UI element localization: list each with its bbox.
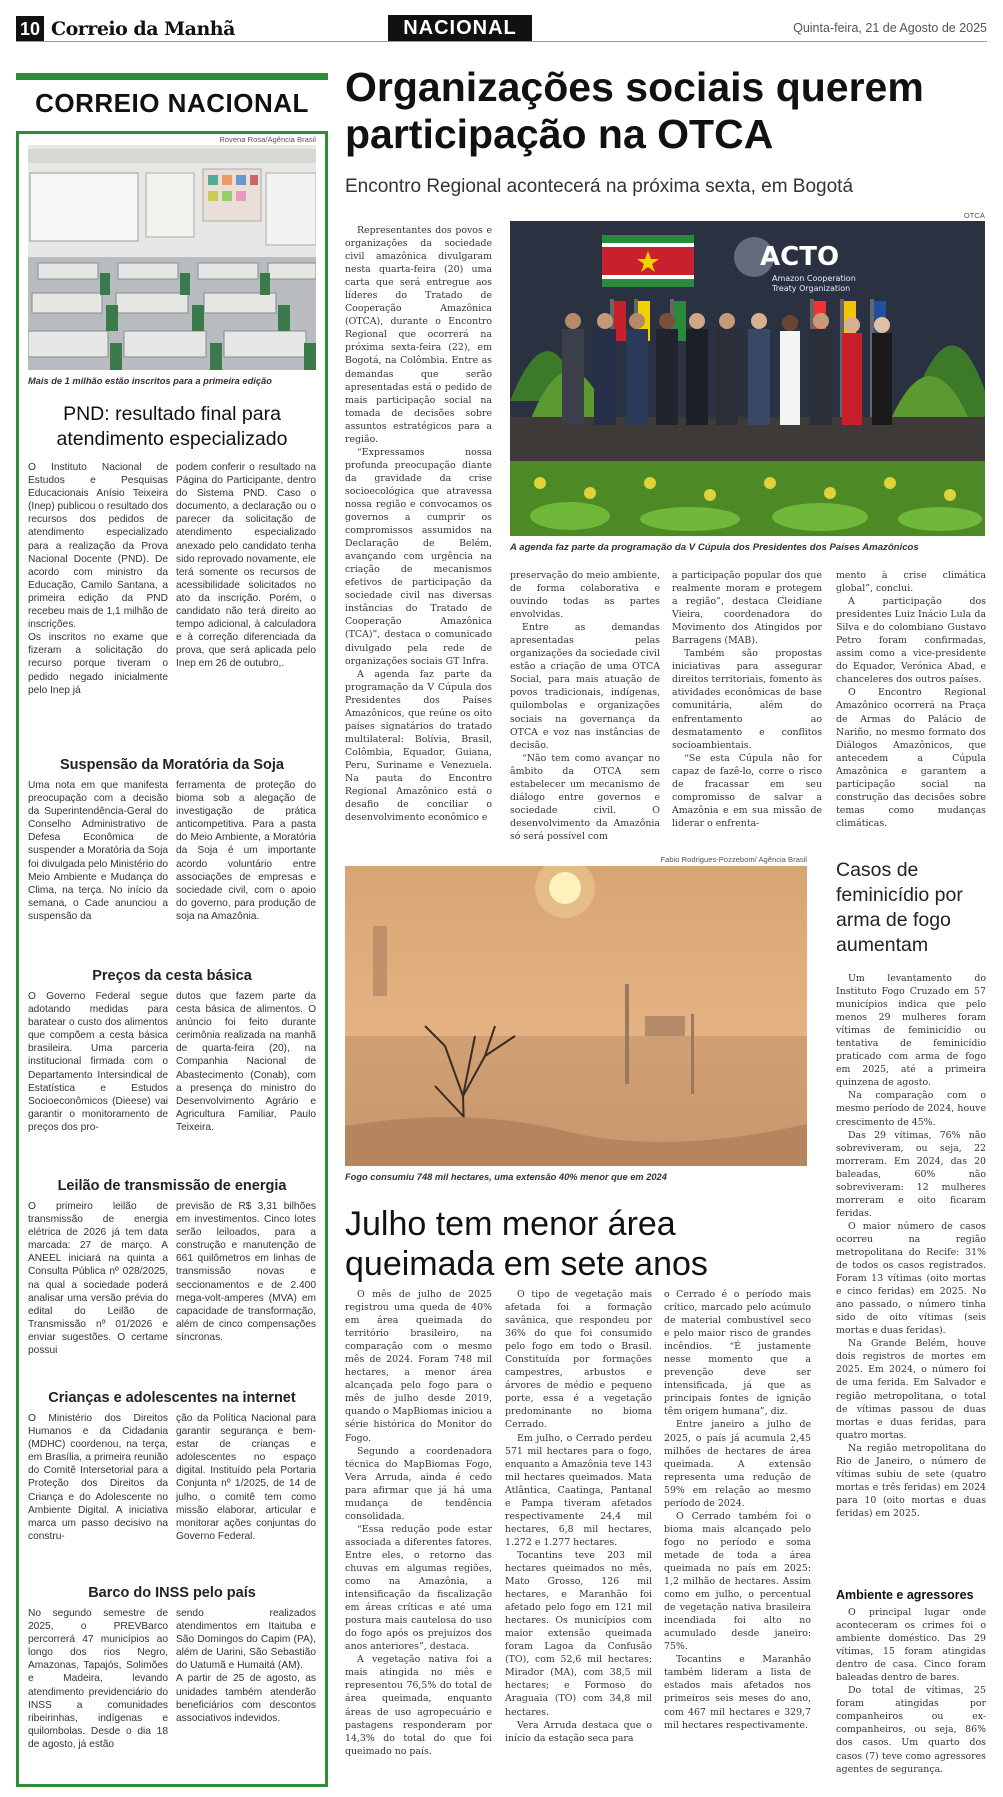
otca-paragraph: Representantes dos povos e organizações da sociedade civil amazônica divulgaram nesta quarta-feira (20) uma carta que será entregue aos líderes do Tratado de Cooperação Amazônica (OTCA), durante o Encontro Regional que ocorrerá na próxima sexta-feira (22), em Bogotá, na Colômbia. Entre as demandas que serão apresentadas está o pedido de mais participação social na tomada de decisões sobre assuntos estratégicos para a região. (345, 225, 492, 445)
fire-paragraph: Segundo a coordenadora técnica do MapBiomas Fogo, Vera Arruda, ainda é cedo para afirmar que já há uma mudança de tendência consolidada. (345, 1445, 492, 1522)
criancas-col1 (28, 1412, 168, 1543)
summit-photo (510, 221, 985, 536)
pnd-col2 (176, 461, 316, 671)
feminicide-paragraph: Das 29 vítimas, 76% não sobreviveram, ou seja, 22 morreram. Em 2024, das 20 baleadas, 60% não sobreviveram: 12 mulheres morreram e oito ficaram feridas. (836, 1129, 986, 1219)
inss-paragraph: No segundo semestre de 2025, o PREVBarco percorrerá 47 municípios ao longo dos rios Negro, Amazonas, Tapajós, Solimões e Madeira, levando atendimento previdenciário do INSS a comunidades ribeirinhas, indígenas e quilombolas. Desde o dia 18 de agosto, já estão (28, 1608, 168, 1750)
fire-paragraph: Tocantins teve 203 mil hectares queimados no mês, Mato Grosso, 126 mil hectares, e Maranhão foi afetado pelo fogo em 121 mil hectares. Os municípios com maior extensão queimada foram Lagoa da Confusão (TO), com 52,6 mil hectares; Mirador (MA), com 38,5 mil hectares; e Formoso do Araguaia (TO) com 34,8 mil hectares. (505, 1549, 652, 1718)
leilao-headline: Leilão de transmissão de energia (57, 1178, 287, 1194)
pnd-paragraph: O Instituto Nacional de Estudos e Pesquisas Educacionais Anísio Teixeira (Inep) publicou o resultado dos recursos dos pedidos de atendimento especializado para a realização da Prova Nacional Docente (PND). De acordo com ministro da Educação, Camilo Santana, a primeira edição da PND recebeu mais de 1,1 milhão de inscrições. (28, 462, 168, 631)
leilao-col2 (176, 1200, 316, 1344)
otca-subheadline: Encontro Regional acontecerá na próxima sexta, em Bogotá (345, 176, 854, 197)
otca-paragraph: “Expressamos nossa profunda preocupação diante da gravidade da crise socioecológica que atravessa nossa região e convocamos os governos a cumprir os compromissos assumidos na Declaração de Belém, avançando com urgência na criação de mecanismos efetivos de participação da sociedade civil nas diversas instâncias do Tratado de Cooperação Amazônica (TCA)”, destaca o comunicado divulgado pela rede de organizações sociais GT Infra. (345, 446, 492, 667)
fire-paragraph: “Essa redução pode estar associada a diferentes fatores. Entre eles, o retorno das chuvas em algumas regiões, como na Amazônia, a intensificação da fiscalização em áreas críticas e até uma postura mais cautelosa do uso do fogo após os prejuízos dos anos anteriores”, destaca. (345, 1523, 492, 1653)
fire-paragraph: O mês de julho de 2025 registrou uma queda de 40% em área queimada do território brasileiro, na comparação com o mesmo mês de 2024. Foram 748 mil hectares, a menor área alcançada pelo fogo para o mês de julho desde 2019, quando o MapBiomas iniciou a série histórica do Monitor do Fogo. (345, 1289, 492, 1444)
otca-paragraph: “Se esta Cúpula não for capaz de fazê-lo, corre o risco de fracassar em seu compromisso de salvar a Amazônia e em sua missão de liderar o enfrenta- (672, 752, 822, 829)
feminicide-paragraph: O maior número de casos ocorreu na região metropolitana do Recife: 31% de todos os casos registrados. Foram 13 vítimas (oito mortas e cinco feridas) em 2025. No ano passado, o número tinha sido de oito vítimas (seis mortas e duas feridas). (836, 1220, 986, 1337)
section-label: NACIONAL (388, 15, 532, 41)
inss-paragraph: A partir de 25 de agosto, as unidades também atenderão beneficiários com descontos associativos indevidos. (176, 1673, 316, 1724)
fire-col3 (664, 1288, 811, 1732)
otca-col2 (510, 569, 660, 843)
otca-paragraph: mento à crise climática global”, conclui. (836, 570, 986, 595)
criancas-paragraph: ção da Política Nacional para garantir segurança e bem-estar de crianças e adolescentes no espaço digital. Instituído pela Portaria Conjunta nº 1/2025, de 14 de julho, o comitê tem como missão elaborar, articular e monitorar ações conjuntas do Governo Federal. (176, 1413, 316, 1542)
summit-illustration (510, 221, 985, 536)
acto-subtitle-1: Amazon Cooperation (772, 274, 856, 283)
feminicide-sub-body (836, 1606, 986, 1776)
pnd-paragraph: Os inscritos no exame que fizeram a solicitação do recurso porque tiveram o pedido negado inicialmente pelo Inep já (28, 632, 168, 696)
page-number: 10 (16, 16, 44, 42)
soja-paragraph: ferramenta de proteção do bioma sob a alegação de investigação de prática anticompetitiva. Para a pasta do Meio Ambiente, a Moratória da Soja é um importante acordo voluntário entre associações de empresas e sociedade civil, com o apoio do governo, para produção de soja na Amazônia. (176, 780, 316, 922)
cesta-paragraph: O Governo Federal segue adotando medidas para baratear o custo dos alimentos que compõem a cesta básica brasileira. Uma parceria institucional firmada com o Departamento Intersindical de Estatística e Estudos Socioeconômicos (Dieese) vai garantir o monitoramento de preços dos pro- (28, 991, 168, 1133)
otca-paragraph: A agenda faz parte da programação da V Cúpula dos Presidentes dos Países Amazônicos, que reúne os oito países signatários do tratado multilateral: Bolívia, Brasil, Colômbia, Equador, Guiana, Peru, Suriname e Venezuela. Na pauta do Encontro Regional Amazônico está o desafio de conciliar o desenvolvimento econômico e (345, 668, 492, 824)
feminicide-paragraph: O principal lugar onde aconteceram os crimes foi o ambiente doméstico. Das 29 vítimas, 15 foram atingidas dentro de casa. Cinco foram baleadas dentro de bares. (836, 1607, 986, 1684)
otca-headline: Organizações sociais querem participação na OTCA (345, 64, 924, 157)
fire-paragraph: Em julho, o Cerrado perdeu 571 mil hectares para o fogo, enquanto a Amazônia teve 143 mil hectares queimados. Mata Atlântica, Caatinga, Pantanal e Pampa tiveram afetados respectivamente 24,4 mil hectares, 6,8 mil hectares, 1.272 e 1.277 hectares. (505, 1432, 652, 1548)
soja-col1 (28, 779, 168, 923)
acto-wordmark: ACTO (760, 242, 840, 272)
fire-paragraph: A vegetação nativa foi a mais atingida no mês e representou 76,5% do total de área queimada, enquanto áreas de uso agropecuário e pastagens responderam por 14,3% do total do que foi queimado no país. (345, 1654, 492, 1757)
otca-col1 (345, 224, 492, 824)
feminicide-paragraph: Na região metropolitana do Rio de Janeiro, o número de vítimas subiu de sete (quatro mortas e três feridas) em 2024 para 10 (oito mortas e duas feridas) em 2025. (836, 1442, 986, 1519)
otca-paragraph: O Encontro Regional Amazônico ocorrerá na Praça de Armas do Palácio de Nariño, no mesmo formato dos Diálogos Amazônicos, que antecedem a Cúpula Amazônica e garantem a participação social na construção das decisões sobre temas como mudanças climáticas. (836, 687, 986, 829)
pnd-headline: PND: resultado final para atendimento especializado (56, 403, 288, 450)
issue-date: Quinta-feira, 21 de Agosto de 2025 (793, 21, 987, 35)
classroom-illustration (28, 145, 316, 370)
brand-name: Correio da Manhã (51, 18, 235, 40)
feminicide-subhead: Ambiente e agressores (836, 1588, 974, 1602)
sidebar-top-bar (16, 73, 328, 80)
otca-paragraph: A participação dos presidentes Luiz Inácio Lula da Silva e do colombiano Gustavo Petro foram confirmadas, assim como a vice-presidente do Equador, Verónica Abad, e chanceleres dos outros países. (836, 596, 986, 686)
otca-paragraph: Também são propostas iniciativas para assegurar direitos territoriais, fomento às atividades econômicas de base comunitária, além do enfrentamento ao desmatamento e conflitos socioambientais. (672, 648, 822, 751)
fire-paragraph: Entre janeiro a julho de 2025, o país já acumula 2,45 milhões de hectares de área queimada. A extensão representa uma redução de 59% em relação ao mesmo período de 2024. (664, 1419, 811, 1509)
leilao-paragraph: previsão de R$ 3,31 bilhões em investimentos. Cinco lotes serão leiloados, para a construção e manutenção de 661 quilômetros em linhas de transmissão novas e seccionamentos e de 2.400 mega-volt-amperes (MVA) em capacidade de transformação, além de cinco compensações síncronas. (176, 1201, 316, 1343)
fire-paragraph: O tipo de vegetação mais afetada foi a formação savânica, que respondeu por 36% do que foi consumido pelo fogo em todo o Brasil. Constituída por formações campestres, arbustos e árvores de médio e pequeno porte, essa é a vegetação predominante no bioma Cerrado. (505, 1289, 652, 1431)
feminicide-paragraph: Na comparação com o mesmo período de 2024, houve crescimento de 45%. (836, 1090, 986, 1128)
inss-paragraph: sendo realizados atendimentos em Itaituba e São Domingos do Capim (PA), além de Uarini, São Sebastião do Uatumã e Humaitá (AM). (176, 1608, 316, 1672)
fire-col2 (505, 1288, 652, 1745)
soja-col2 (176, 779, 316, 923)
leilao-paragraph: O primeiro leilão de transmissão de energia elétrica de 2026 já tem data marcada: 27 de março. A ANEEL iniciará na quinta a Consulta Pública nº 028/2025, na qual a sociedade poderá analisar uma versão prévia do edital do Leilão de Transmissão nº 01/2026 e enviar sugestões. O certame possui (28, 1201, 168, 1357)
otca-col4 (836, 569, 986, 830)
otca-photo-caption: A agenda faz parte da programação da V Cúpula dos Presidentes dos Países Amazônicos (510, 542, 919, 553)
cesta-col2 (176, 990, 316, 1134)
pnd-paragraph: podem conferir o resultado na Página do Participante, dentro do Sistema PND. Caso o documento, a declaração ou o parecer da solicitação de atendimento especializado anexado pelo candidato tenha sido reprovado novamente, ele terá somente os recursos de acessibilidade solicitados no ato da inscrição. Porém, o candidato não terá direito ao tempo adicional, à calculadora e à correção diferenciada da prova, que será aplicada pelo Inep em 26 de outubro,. (176, 462, 316, 670)
criancas-headline: Crianças e adolescentes na internet (48, 1390, 296, 1406)
otca-photo-credit: OTCA (963, 211, 985, 220)
soja-headline: Suspensão da Moratória da Soja (60, 757, 284, 773)
inss-headline: Barco do INSS pelo país (88, 1585, 256, 1601)
cesta-col1 (28, 990, 168, 1134)
pnd-col1 (28, 461, 168, 697)
cesta-paragraph: dutos que fazem parte da cesta básica de alimentos. O anúncio foi feito durante cerimônia realizada na manhã de quarta-feira (20), na Companhia Nacional de Abastecimento (Conab), com a presença do ministro do Desenvolvimento Agrário e Agricultura Familiar, Paulo Teixeira. (176, 991, 316, 1133)
otca-paragraph: Entre as demandas apresentadas pelas organizações da sociedade civil estão a criação de uma OTCA Social, para mais atuação de povos tradicionais, indígenas, quilombolas e organizações sociais na governança da OTCA e voz nas instâncias de decisão. (510, 622, 660, 751)
otca-col3 (672, 569, 822, 830)
fire-photo (345, 866, 807, 1166)
criancas-paragraph: O Ministério dos Direitos Humanos e da Cidadania (MDHC) coordenou, na terça, em Brasília, a primeira reunião do Comitê Intersetorial para a Proteção dos Direitos da Criança e do Adolescente no Ambiente Digital. A iniciativa marca um passo decisivo na constru- (28, 1413, 168, 1542)
fire-headline: Julho tem menor área queimada em sete anos (345, 1205, 708, 1283)
acto-subtitle-2: Treaty Organization (772, 284, 851, 293)
soja-paragraph: Uma nota em que manifesta preocupação com a decisão da Superintendência-Geral do Conselho Administrativo de Defesa Econômica de suspender a Moratória da Soja foi divulgada pelo Ministério do Meio Ambiente e Mudança do Clima, na terça. No início da semana, o Cade anunciou a suspensão da (28, 780, 168, 922)
fire-col1 (345, 1288, 492, 1758)
fire-paragraph: Vera Arruda destaca que o início da estação seca para (505, 1719, 652, 1744)
sidebar-photo-credit: Rovena Rosa/Agência Brasil (219, 135, 316, 144)
feminicide-paragraph: Na Grande Belém, houve dois registros de mortes em 2025. Em 2024, o número foi de uma ferida. Em Salvador e região metropolitana, o total de vítimas passou de duas mortas e duas feridas, para quatro mortas. (836, 1338, 986, 1441)
inss-col2 (176, 1607, 316, 1725)
smoke-landscape-illustration (345, 866, 807, 1166)
otca-paragraph: a participação popular dos que realmente moram e protegem a região”, destaca Cleidiane Vieira, coordenadora do Movimento dos Atingidos por Barragens (MAB). (672, 570, 822, 647)
classroom-photo (28, 145, 316, 370)
otca-paragraph: preservação do meio ambiente, de forma colaborativa e ouvindo todas as partes envolvidas. (510, 570, 660, 621)
fire-paragraph: O Cerrado também foi o bioma mais alcançado pelo fogo no período e soma metade de toda a área queimada no país em 2025: 1,2 milhão de hectares. Assim como em julho, o percentual de vegetação nativa brasileira incendiada foi alto no acumulado desde janeiro: 75%. (664, 1510, 811, 1653)
inss-col1 (28, 1607, 168, 1751)
page-header (0, 0, 1003, 42)
fire-paragraph: o Cerrado é o período mais crítico, marcado pelo acúmulo de material combustível seco e pelo maior risco de grandes incêndios. “É justamente nesse momento que a prevenção deve ser intensificada, já que as principais fontes de ignição têm origem humana”, diz. (664, 1289, 811, 1418)
leilao-col1 (28, 1200, 168, 1357)
sidebar-title: CORREIO NACIONAL (35, 88, 309, 118)
fire-photo-credit: Fabio Rodrigues-Pozzebom/ Agência Brasil (660, 855, 807, 864)
feminicide-paragraph: Do total de vítimas, 25 foram atingidas por companheiros ou ex-companheiros, ou seja, 86% dos casos. Um quarto dos casos (7) teve como agressores agentes de segurança. (836, 1685, 986, 1775)
feminicide-paragraph: Um levantamento do Instituto Fogo Cruzado em 57 municípios indica que pelo menos 29 mulheres foram vítimas de feminicídio ou tentativa de feminicídio praticado com arma de fogo em 2025, até a primeira quinzena de agosto. (836, 973, 986, 1089)
fire-photo-caption: Fogo consumiu 748 mil hectares, uma extensão 40% menor que em 2024 (345, 1172, 667, 1182)
feminicide-headline: Casos de feminicídio por arma de fogo aumentam (836, 859, 963, 956)
fire-paragraph: Tocantins e Maranhão também lideram a lista de estados mais afetados nos primeiros seis meses do ano, com 467 mil hectares e 329,7 mil hectares respectivamente. (664, 1654, 811, 1731)
otca-paragraph: “Não tem como avançar no âmbito da OTCA sem estabelecer um mecanismo de diálogo entre governos e sociedade civil. O desenvolvimento da Amazônia só será possível com (510, 752, 660, 842)
header-rule (16, 41, 987, 42)
sidebar-photo-caption: Mais de 1 milhão estão inscritos para a primeira edição (28, 376, 272, 386)
criancas-col2 (176, 1412, 316, 1543)
feminicide-body (836, 972, 986, 1520)
cesta-headline: Preços da cesta básica (92, 968, 252, 984)
